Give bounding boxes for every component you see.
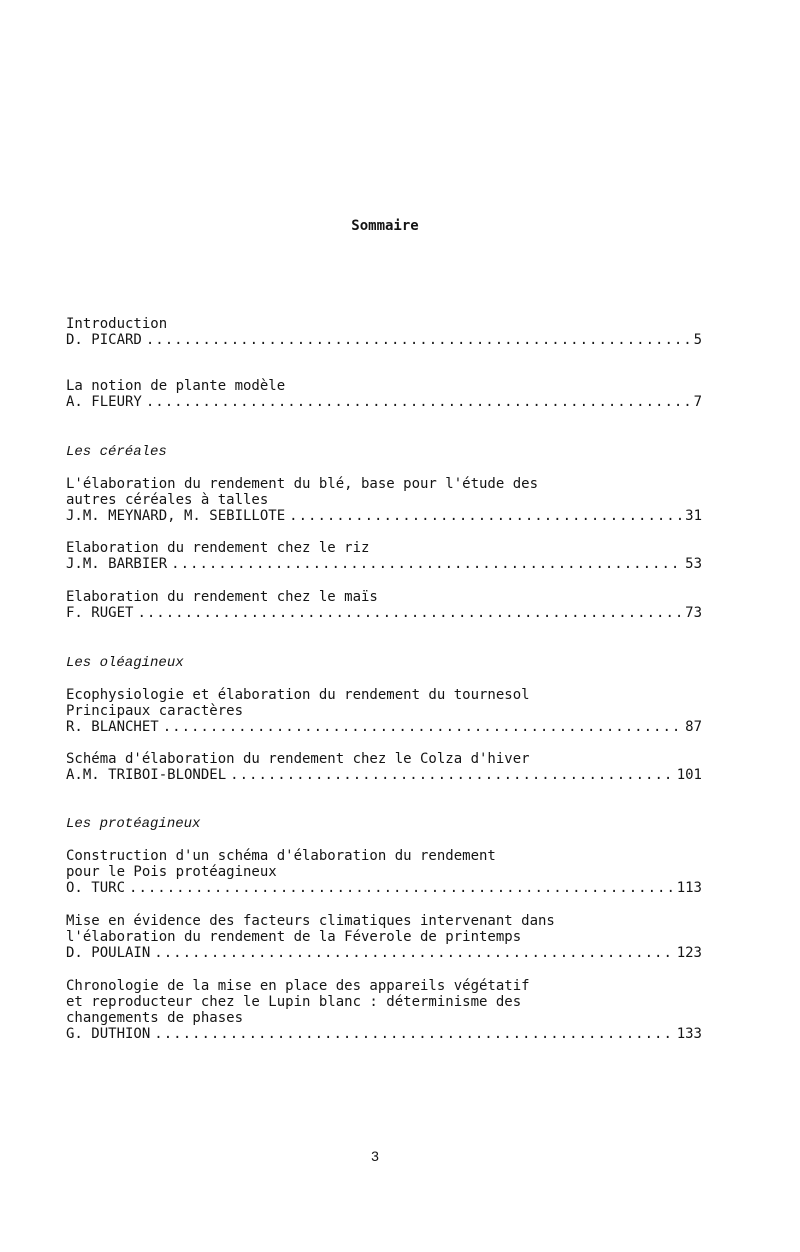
dot-leader	[171, 556, 681, 572]
section-heading-cereales: Les céréales	[66, 444, 167, 460]
dot-leader	[154, 945, 672, 961]
toc-entry-lupin	[66, 978, 702, 1042]
entry-author: D. POULAIN	[66, 945, 151, 961]
toc-entry-feverole	[66, 913, 702, 961]
entry-author-line	[66, 719, 702, 735]
entry-title: Elaboration du rendement chez le maïs	[66, 589, 378, 605]
toc-entry-tournesol	[66, 687, 702, 735]
entry-page-number: 113	[676, 880, 702, 896]
entry-author-line	[66, 767, 702, 783]
toc-entry-riz	[66, 540, 702, 572]
entry-author-line	[66, 880, 702, 896]
entry-title: autres céréales à talles	[66, 492, 269, 508]
entry-author: J.M. BARBIER	[66, 556, 168, 572]
entry-title: Principaux caractères	[66, 703, 244, 719]
entry-title: l'élaboration du rendement de la Féverole de printemps	[66, 929, 522, 945]
entry-author-line	[66, 394, 702, 410]
entry-author: G. DUTHION	[66, 1026, 151, 1042]
entry-author-line	[66, 605, 702, 621]
entry-page-number: 123	[676, 945, 702, 961]
dot-leader	[289, 508, 681, 524]
entry-author: O. TURC	[66, 880, 126, 896]
entry-author: D. PICARD	[66, 332, 142, 348]
toc-entry-introduction	[66, 316, 702, 348]
entry-title: Introduction	[66, 316, 168, 332]
entry-author-line	[66, 1026, 702, 1042]
dot-leader	[230, 767, 673, 783]
entry-author: A.M. TRIBOI-BLONDEL	[66, 767, 227, 783]
entry-author: R. BLANCHET	[66, 719, 159, 735]
entry-title: et reproducteur chez le Lupin blanc : déterminisme des	[66, 994, 522, 1010]
entry-page-number: 101	[676, 767, 702, 783]
entry-title: Elaboration du rendement chez le riz	[66, 540, 370, 556]
toc-entry-colza	[66, 751, 702, 783]
entry-author: A. FLEURY	[66, 394, 142, 410]
entry-title: pour le Pois protéagineux	[66, 864, 277, 880]
section-heading-oleagineux: Les oléagineux	[66, 655, 184, 671]
entry-page-number: 31	[685, 508, 702, 524]
dot-leader	[154, 1026, 672, 1042]
entry-page-number: 53	[685, 556, 702, 572]
page-title: Sommaire	[351, 218, 419, 234]
entry-author: J.M. MEYNARD, M. SEBILLOTE	[66, 508, 286, 524]
entry-title: Ecophysiologie et élaboration du rendement du tournesol	[66, 687, 530, 703]
entry-title: L'élaboration du rendement du blé, base pour l'étude des	[66, 476, 539, 492]
entry-page-number: 87	[685, 719, 702, 735]
dot-leader	[129, 880, 673, 896]
dot-leader	[146, 332, 690, 348]
dot-leader	[137, 605, 681, 621]
entry-author-line	[66, 332, 702, 348]
toc-entry-pois	[66, 848, 702, 896]
entry-author-line	[66, 508, 702, 524]
entry-author-line	[66, 556, 702, 572]
entry-title: Chronologie de la mise en place des appareils végétatif	[66, 978, 530, 994]
dot-leader	[146, 394, 690, 410]
dot-leader	[163, 719, 681, 735]
section-heading-proteagineux: Les protéagineux	[66, 816, 201, 832]
entry-page-number: 73	[685, 605, 702, 621]
entry-page-number: 7	[693, 394, 702, 410]
toc-entry-plante-modele	[66, 378, 702, 410]
entry-author: F. RUGET	[66, 605, 134, 621]
entry-page-number: 133	[676, 1026, 702, 1042]
entry-title: Construction d'un schéma d'élaboration du rendement	[66, 848, 496, 864]
entry-title: changements de phases	[66, 1010, 244, 1026]
toc-entry-ble	[66, 476, 702, 524]
entry-title: Mise en évidence des facteurs climatiques intervenant dans	[66, 913, 555, 929]
entry-author-line	[66, 945, 702, 961]
entry-title: Schéma d'élaboration du rendement chez le Colza d'hiver	[66, 751, 530, 767]
entry-page-number: 5	[693, 332, 702, 348]
page-number: 3	[371, 1148, 379, 1164]
toc-entry-mais	[66, 589, 702, 621]
entry-title: La notion de plante modèle	[66, 378, 286, 394]
